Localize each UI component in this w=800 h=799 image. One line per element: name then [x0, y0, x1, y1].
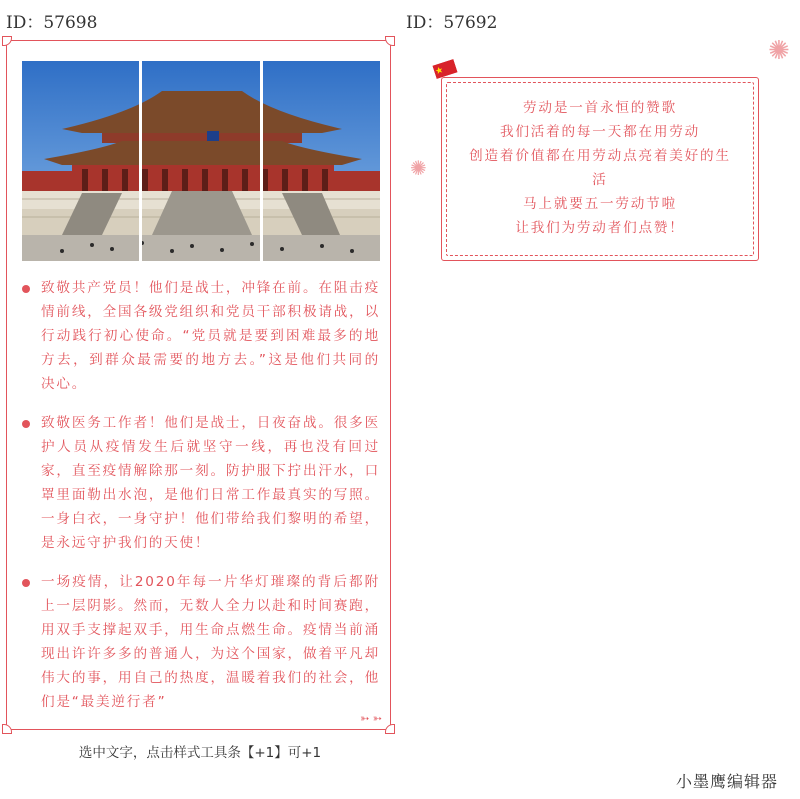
template-id-right: ID：57692: [406, 13, 498, 33]
forbidden-city-photo: [22, 61, 380, 261]
corner-ornament: [2, 36, 12, 46]
brand-watermark: 小墨鹰编辑器: [675, 772, 778, 791]
text-line: 马上就要五一劳动节啦: [523, 196, 677, 212]
template-card-right[interactable]: [441, 77, 759, 261]
text-line: 劳动是一首永恒的赞歌: [523, 100, 677, 116]
text-line: 创造着价值都在用劳动点亮着美好的生活: [469, 148, 731, 188]
paragraph-medical-workers[interactable]: 致敬医务工作者！他们是战士，日夜奋战。很多医护人员从疫情发生后就坚守一线，再也没有回过家，直至疫情解除那一刻。防护服下拧出汗水，口罩里面勒出水泡，是他们日常工作最真实的写照。一身白衣，一身守护！他们带给我们黎明的希望，是永远守护我们的天使！: [41, 415, 380, 551]
template-card-left[interactable]: [6, 40, 391, 730]
corner-ornament: [2, 724, 12, 734]
paragraph-retrograders[interactable]: 一场疫情，让2020年每一片华灯璀璨的背后都附上一层阴影。然而，无数人全力以赴和时间赛跑，用双手支撑起双手，用生命点燃生命。疫情当前涌现出许许多多的普通人，为这个国家，做着平凡却伟大的事，用自己的热度，温暖着我们的社会，他们是“最美逆行者”: [41, 574, 380, 710]
editor-hint-caption: 选中文字，点击样式工具条【+1】可+1: [78, 745, 322, 761]
labor-day-text-block[interactable]: [462, 96, 738, 240]
text-line: 让我们为劳动者们点赞！: [515, 220, 685, 236]
snowflake-icon: ✺: [410, 156, 427, 180]
template-id-left: ID：57698: [6, 13, 98, 33]
snowflake-icon: ✺: [768, 36, 790, 66]
photo-divider: [260, 61, 263, 261]
bullet-dot: [22, 285, 30, 293]
corner-ornament: [385, 36, 395, 46]
bullet-dot: [22, 579, 30, 587]
corner-ornament: [385, 724, 395, 734]
text-line: 我们活着的每一天都在用劳动: [499, 124, 701, 140]
swallow-icon: ➳ ➳: [360, 712, 382, 725]
bullet-dot: [22, 420, 30, 428]
photo-divider: [139, 61, 142, 261]
paragraph-party-members[interactable]: 致敬共产党员！他们是战士，冲锋在前。在阻击疫情前线，全国各级党组织和党员干部积极请战，以行动践行初心使命。“党员就是要到困难最多的地方去，到群众最需要的地方去。”这是他们共同的决心。: [41, 280, 380, 392]
